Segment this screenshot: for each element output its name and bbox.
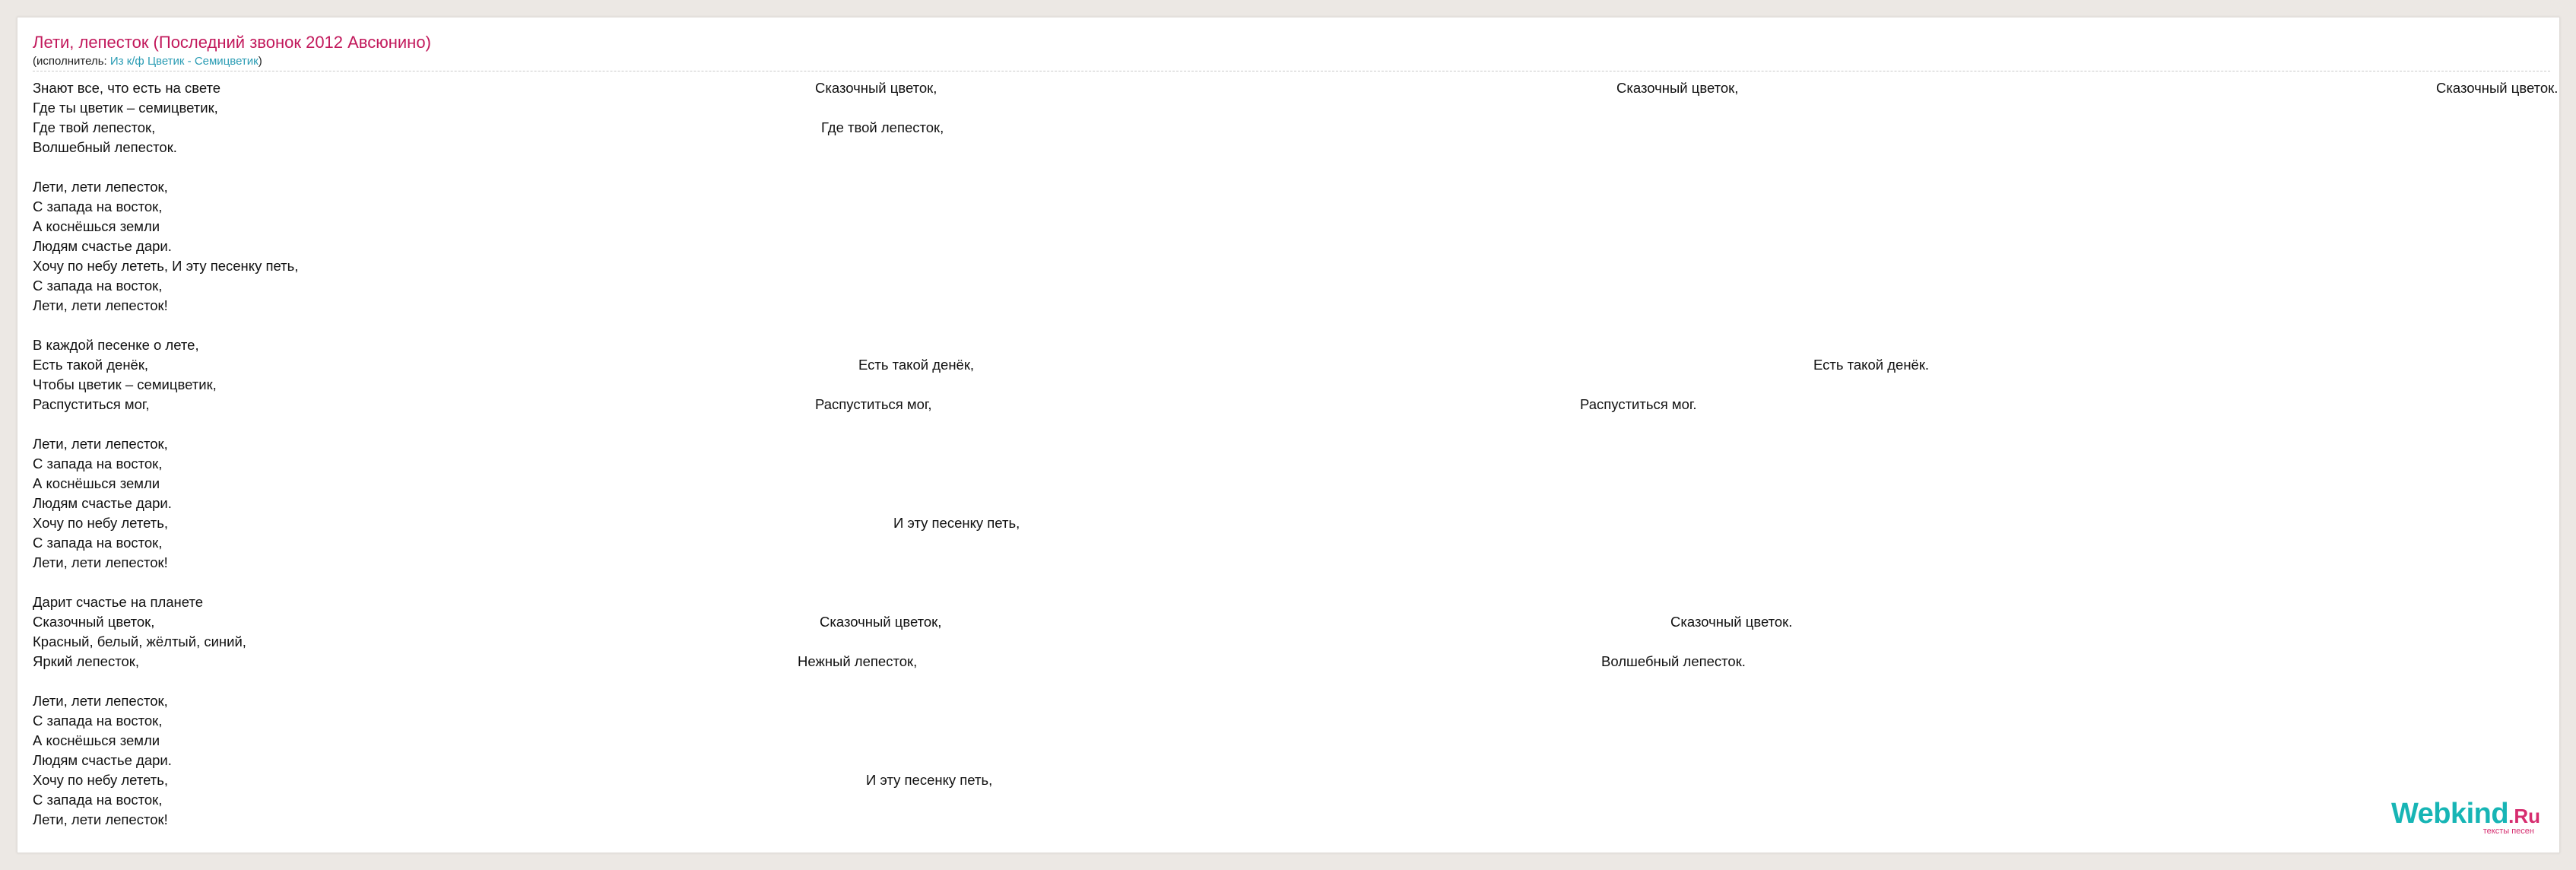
lyric-line: С запада на восток,	[33, 198, 163, 214]
performer-link[interactable]: Из к/ф Цветик - Семицветик	[109, 55, 259, 68]
lyric-line: И эту песенку петь,	[866, 772, 993, 788]
lyric-line: Лети, лети лепесток,	[33, 436, 168, 452]
lyric-line: Дарит счастье на планете	[33, 594, 204, 610]
lyric-line: Волшебный лепесток.	[33, 139, 177, 155]
webkind-logo[interactable]	[2391, 799, 2540, 836]
lyric-line: С запада на восток,	[33, 792, 163, 808]
lyric-line: Сказочный цветок,	[33, 614, 155, 630]
lyric-line: Чтобы цветик – семицветик,	[33, 376, 217, 392]
performer-prefix: (исполнитель:	[33, 55, 110, 68]
lyric-line: Лети, лети лепесток!	[33, 297, 168, 313]
lyric-line: А коснёшься земли	[33, 732, 160, 748]
lyric-line: С запада на восток,	[33, 278, 163, 294]
lyric-line: Распуститься мог,	[815, 396, 932, 412]
lyric-line: Яркий лепесток,	[33, 653, 139, 669]
logo-suffix: .Ru	[2508, 805, 2540, 827]
lyric-line: Сказочный цветок.	[1670, 614, 1793, 630]
lyric-line: Хочу по небу лететь, И эту песенку петь,	[33, 258, 299, 274]
lyric-line: А коснёшься земли	[33, 475, 160, 491]
lyric-line: С запада на восток,	[33, 535, 163, 551]
lyric-line: Людям счастье дари.	[33, 752, 172, 768]
lyrics-card	[17, 17, 2560, 853]
lyric-line: Есть такой денёк.	[1813, 357, 1930, 373]
lyric-line: Есть такой денёк,	[33, 357, 149, 373]
lyric-line: Распуститься мог.	[1580, 396, 1697, 412]
song-title: Лети, лепесток (Последний звонок 2012 Авсюнино)	[33, 33, 431, 52]
performer-suffix: )	[258, 55, 262, 68]
logo-main: Webkind	[2390, 798, 2509, 830]
lyric-line: Сказочный цветок.	[2436, 80, 2559, 96]
lyric-line: Сказочный цветок,	[815, 80, 937, 96]
lyric-line: В каждой песенке о лете,	[33, 337, 199, 353]
lyric-line: Лети, лети лепесток!	[33, 554, 168, 570]
lyric-line: Людям счастье дари.	[33, 238, 172, 254]
lyric-line: Знают все, что есть на свете	[33, 80, 221, 96]
lyric-line: Лети, лети лепесток,	[33, 179, 168, 195]
lyric-line: С запада на восток,	[33, 713, 163, 729]
lyric-line: Хочу по небу лететь,	[33, 772, 169, 788]
logo-tagline: тексты песен	[2482, 827, 2534, 836]
lyric-line: И эту песенку петь,	[893, 515, 1020, 531]
lyric-line: Где ты цветик – семицветик,	[33, 100, 218, 116]
lyric-line: Нежный лепесток,	[798, 653, 918, 669]
lyric-line: Где твой лепесток,	[821, 119, 944, 135]
lyric-line: Где твой лепесток,	[33, 119, 156, 135]
lyric-line: Есть такой денёк,	[858, 357, 975, 373]
performer-line	[33, 55, 262, 68]
logo-wordmark	[2391, 799, 2540, 828]
lyric-line: Лети, лети лепесток!	[33, 811, 168, 827]
lyric-line: А коснёшься земли	[33, 218, 160, 234]
lyric-line: Людям счастье дари.	[33, 495, 172, 511]
lyric-line: Хочу по небу лететь,	[33, 515, 169, 531]
lyric-line: Красный, белый, жёлтый, синий,	[33, 633, 246, 649]
lyric-line: С запада на восток,	[33, 456, 163, 472]
lyric-line: Распуститься мог,	[33, 396, 150, 412]
lyric-line: Волшебный лепесток.	[1601, 653, 1746, 669]
lyric-line: Лети, лети лепесток,	[33, 693, 168, 709]
lyric-line: Сказочный цветок,	[1616, 80, 1739, 96]
lyric-line: Сказочный цветок,	[820, 614, 942, 630]
